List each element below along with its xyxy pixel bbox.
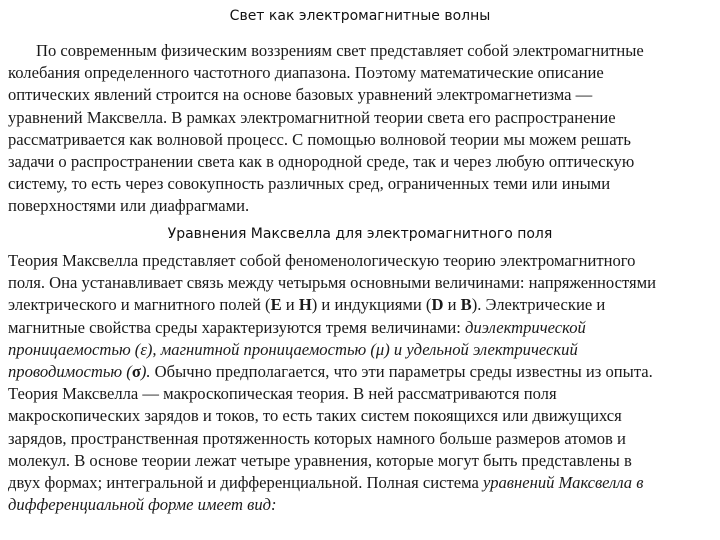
intro-paragraph bbox=[8, 40, 712, 218]
text-line: Теория Максвелла — макроскопическая теория. В ней рассматриваются поля bbox=[8, 384, 557, 404]
symbol-D: D bbox=[431, 295, 444, 315]
text-run: ). Электрические и bbox=[471, 295, 606, 315]
text-line: оптических явлений строится на основе базовых уравнений электромагнетизма — bbox=[8, 85, 593, 105]
text-line bbox=[8, 317, 712, 339]
symbol-E: E bbox=[270, 295, 282, 315]
italic-run: уравнений Максвелла в bbox=[483, 473, 644, 493]
text-run: двух формах; интегральной и дифференциальной. Полная система bbox=[8, 473, 484, 493]
page-title: Свет как электромагнитные волны bbox=[229, 8, 491, 24]
theory-paragraph bbox=[8, 250, 712, 516]
symbol-sigma: σ bbox=[131, 362, 141, 382]
text-line: рассматривается как волновой процесс. С помощью волновой теории мы можем решать bbox=[8, 129, 631, 149]
text-line: макроскопических зарядов и токов, то есть таких систем покоящихся или движущихся bbox=[8, 406, 622, 426]
text-line: Теория Максвелла представляет собой феноменологическую теорию электромагнитного bbox=[8, 251, 636, 270]
text-line: систему, то есть через совокупность различных сред, ограниченных теми или иными bbox=[8, 174, 611, 194]
text-line bbox=[8, 294, 712, 316]
text-line: проницаемостью (ε), магнитной проницаемостью (μ) и удельной электрический bbox=[8, 339, 578, 359]
text-run: магнитные свойства среды характеризуются тремя величинами: bbox=[8, 317, 465, 337]
text-run: Обычно предполагается, что эти параметры среды известны из опыта. bbox=[154, 362, 653, 382]
text-line bbox=[8, 361, 712, 383]
text-line: поля. Она устанавливает связь между четырьмя основными величинами: напряженностями bbox=[8, 273, 657, 293]
text-run: электрического и магнитного полей ( bbox=[8, 295, 271, 315]
text-line: По современным физическим воззрениям свет представляет собой электромагнитные bbox=[36, 41, 644, 60]
text-line: дифференциальной форме имеет вид: bbox=[8, 495, 277, 515]
text-run: и bbox=[281, 295, 299, 315]
text-line: колебания определенного частотного диапазона. Поэтому математические описание bbox=[8, 63, 604, 83]
symbol-B: B bbox=[460, 295, 472, 315]
italic-run: ). bbox=[140, 362, 155, 382]
text-line: уравнений Максвелла. В рамках электромагнитной теории света его распространение bbox=[8, 107, 616, 127]
italic-run: проводимостью ( bbox=[8, 362, 132, 382]
text-run: ) и индукциями ( bbox=[311, 295, 432, 315]
text-line: поверхностями или диафрагмами. bbox=[8, 196, 250, 216]
text-line: задачи о распространении света как в однородной среде, так и через любую оптическую bbox=[8, 152, 635, 172]
symbol-H: H bbox=[298, 295, 312, 315]
text-line: зарядов, пространственная протяженность которых намного больше размеров атомов и bbox=[8, 428, 626, 448]
text-line: молекул. В основе теории лежат четыре уравнения, которые могут быть представлены в bbox=[8, 450, 632, 470]
italic-run: диэлектрической bbox=[464, 317, 586, 337]
text-line bbox=[8, 472, 712, 494]
text-run: и bbox=[443, 295, 461, 315]
section-heading: Уравнения Максвелла для электромагнитного поля bbox=[167, 226, 553, 242]
